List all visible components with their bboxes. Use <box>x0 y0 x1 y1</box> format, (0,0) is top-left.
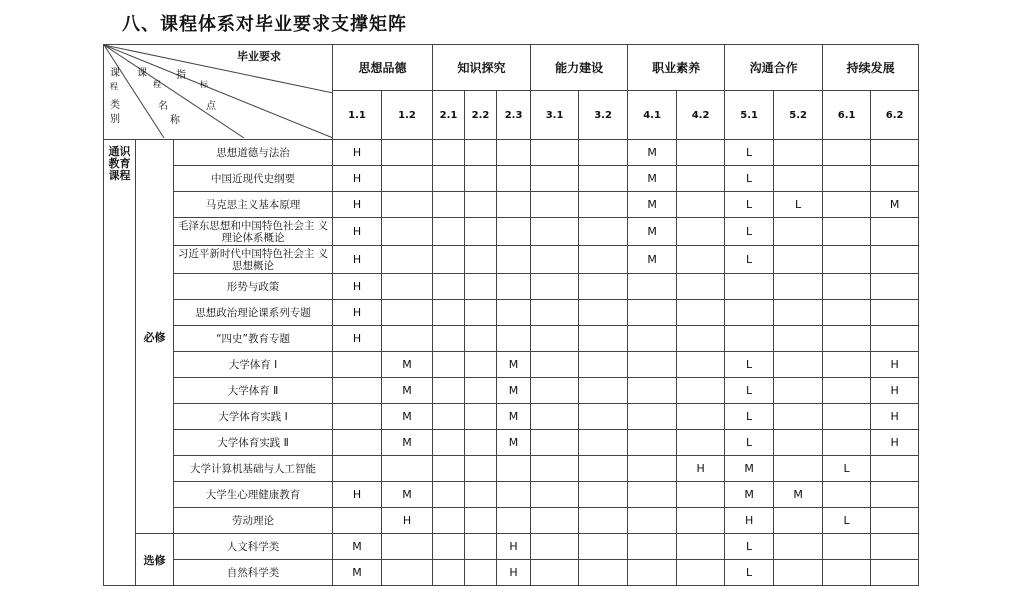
support-level-cell <box>628 482 677 508</box>
corner-label: 类 <box>110 100 120 111</box>
corner-label: 别 <box>110 114 120 125</box>
support-level-cell <box>579 352 628 378</box>
support-level-cell <box>531 300 579 326</box>
support-level-cell <box>497 166 531 192</box>
support-level-cell: L <box>725 140 774 166</box>
support-level-cell: L <box>725 192 774 218</box>
support-level-cell <box>628 508 677 534</box>
support-level-cell: M <box>628 166 677 192</box>
support-level-cell <box>871 534 919 560</box>
support-level-cell <box>579 274 628 300</box>
support-level-cell <box>433 404 465 430</box>
support-level-cell: M <box>382 430 433 456</box>
support-level-cell <box>871 456 919 482</box>
support-level-cell <box>774 456 823 482</box>
support-matrix-table <box>103 44 919 586</box>
support-level-cell <box>579 560 628 586</box>
support-level-cell <box>465 300 497 326</box>
indicator-header: 3.2 <box>579 91 628 140</box>
support-level-cell <box>433 140 465 166</box>
support-level-cell <box>871 218 919 246</box>
support-level-cell <box>677 192 725 218</box>
table-row <box>104 430 919 456</box>
support-level-cell: L <box>725 166 774 192</box>
support-level-cell <box>333 456 382 482</box>
support-level-cell: H <box>333 218 382 246</box>
support-level-cell <box>677 352 725 378</box>
support-level-cell <box>531 456 579 482</box>
support-level-cell <box>382 166 433 192</box>
support-level-cell: H <box>333 300 382 326</box>
support-level-cell: L <box>774 192 823 218</box>
requirement-group-header: 思想品德 <box>333 45 433 91</box>
support-level-cell <box>628 430 677 456</box>
support-level-cell <box>774 166 823 192</box>
support-level-cell <box>333 508 382 534</box>
support-level-cell: M <box>382 378 433 404</box>
support-level-cell <box>677 430 725 456</box>
support-level-cell <box>465 352 497 378</box>
support-level-cell <box>433 274 465 300</box>
support-level-cell: H <box>333 274 382 300</box>
support-level-cell <box>871 482 919 508</box>
support-level-cell <box>871 246 919 274</box>
support-level-cell <box>579 534 628 560</box>
support-level-cell <box>531 482 579 508</box>
support-level-cell <box>465 166 497 192</box>
support-level-cell <box>823 326 871 352</box>
support-level-cell <box>531 534 579 560</box>
support-level-cell: H <box>871 378 919 404</box>
corner-label: 点 <box>206 101 216 112</box>
support-level-cell <box>628 456 677 482</box>
corner-label: 指 <box>176 70 186 81</box>
support-level-cell <box>465 246 497 274</box>
support-level-cell <box>871 140 919 166</box>
support-level-cell <box>677 534 725 560</box>
support-level-cell <box>382 456 433 482</box>
support-level-cell <box>823 166 871 192</box>
support-level-cell <box>333 430 382 456</box>
support-level-cell: L <box>725 352 774 378</box>
elective-label-cell: 选修 <box>136 534 174 586</box>
support-level-cell <box>497 192 531 218</box>
support-level-cell <box>531 192 579 218</box>
support-level-cell <box>465 378 497 404</box>
support-level-cell: M <box>497 378 531 404</box>
support-level-cell <box>774 300 823 326</box>
support-level-cell <box>433 166 465 192</box>
support-level-cell <box>628 352 677 378</box>
course-name-cell: 中国近现代史纲要 <box>174 166 333 192</box>
support-level-cell <box>465 192 497 218</box>
support-level-cell: H <box>871 404 919 430</box>
support-level-cell <box>774 274 823 300</box>
support-level-cell <box>531 218 579 246</box>
support-level-cell: M <box>497 404 531 430</box>
support-level-cell <box>677 140 725 166</box>
support-level-cell <box>871 274 919 300</box>
support-level-cell: H <box>333 140 382 166</box>
support-level-cell <box>497 246 531 274</box>
table-row <box>104 192 919 218</box>
support-level-cell <box>871 560 919 586</box>
support-level-cell <box>677 560 725 586</box>
course-name-cell: 人文科学类 <box>174 534 333 560</box>
support-level-cell: M <box>497 430 531 456</box>
support-level-cell <box>465 218 497 246</box>
support-level-cell: L <box>725 246 774 274</box>
support-level-cell <box>382 274 433 300</box>
support-level-cell <box>497 482 531 508</box>
table-row <box>104 140 919 166</box>
support-level-cell <box>628 560 677 586</box>
support-level-cell <box>382 300 433 326</box>
support-level-cell <box>871 166 919 192</box>
table-row <box>104 326 919 352</box>
support-level-cell <box>823 534 871 560</box>
support-level-cell: H <box>333 482 382 508</box>
table-row <box>104 246 919 274</box>
support-level-cell <box>871 508 919 534</box>
support-level-cell <box>465 274 497 300</box>
support-level-cell <box>531 404 579 430</box>
required-label-cell: 必修 <box>136 140 174 534</box>
support-level-cell: L <box>725 378 774 404</box>
support-level-cell <box>433 430 465 456</box>
support-level-cell: H <box>871 430 919 456</box>
support-level-cell: M <box>725 482 774 508</box>
support-level-cell <box>725 274 774 300</box>
course-category-cell: 通识教育课程 <box>104 140 136 586</box>
support-level-cell <box>628 534 677 560</box>
requirement-group-header: 职业素养 <box>628 45 725 91</box>
support-level-cell: L <box>725 430 774 456</box>
support-level-cell <box>628 404 677 430</box>
support-level-cell: H <box>382 508 433 534</box>
support-level-cell <box>465 430 497 456</box>
support-level-cell <box>774 140 823 166</box>
support-level-cell: M <box>382 404 433 430</box>
indicator-header: 6.2 <box>871 91 919 140</box>
corner-label: 程 <box>153 80 161 89</box>
support-level-cell <box>677 378 725 404</box>
support-level-cell: H <box>333 166 382 192</box>
support-level-cell <box>382 218 433 246</box>
support-level-cell <box>823 404 871 430</box>
support-level-cell: H <box>871 352 919 378</box>
course-name-cell: 思想政治理论课系列专题 <box>174 300 333 326</box>
support-level-cell <box>579 508 628 534</box>
support-level-cell <box>465 508 497 534</box>
support-level-cell <box>433 456 465 482</box>
course-name-cell: 大学体育 Ⅰ <box>174 352 333 378</box>
support-level-cell <box>774 430 823 456</box>
support-level-cell: L <box>725 560 774 586</box>
support-level-cell <box>465 456 497 482</box>
support-level-cell <box>497 508 531 534</box>
indicator-header: 3.1 <box>531 91 579 140</box>
support-level-cell <box>465 326 497 352</box>
support-level-cell <box>677 218 725 246</box>
requirement-group-header: 知识探究 <box>433 45 531 91</box>
support-level-cell <box>823 430 871 456</box>
support-level-cell <box>531 378 579 404</box>
support-level-cell <box>628 378 677 404</box>
requirement-group-header: 能力建设 <box>531 45 628 91</box>
support-level-cell <box>774 404 823 430</box>
page-title: 八、课程体系对毕业要求支撑矩阵 <box>122 14 407 35</box>
support-level-cell <box>628 300 677 326</box>
course-name-cell: 形势与政策 <box>174 274 333 300</box>
indicator-header: 5.1 <box>725 91 774 140</box>
support-level-cell: M <box>628 140 677 166</box>
support-level-cell <box>433 560 465 586</box>
support-level-cell: H <box>497 560 531 586</box>
support-level-cell <box>497 456 531 482</box>
course-name-cell: 自然科学类 <box>174 560 333 586</box>
support-level-cell <box>823 246 871 274</box>
support-level-cell <box>677 300 725 326</box>
support-level-cell <box>677 166 725 192</box>
table-row <box>104 274 919 300</box>
support-level-cell <box>579 300 628 326</box>
support-level-cell <box>774 378 823 404</box>
support-level-cell <box>823 300 871 326</box>
support-level-cell: L <box>725 534 774 560</box>
indicator-header: 4.2 <box>677 91 725 140</box>
support-level-cell <box>579 456 628 482</box>
support-level-cell <box>382 140 433 166</box>
diagonal-header-cell <box>104 45 333 140</box>
support-level-cell <box>531 560 579 586</box>
support-level-cell <box>579 140 628 166</box>
indicator-header: 1.2 <box>382 91 433 140</box>
support-level-cell <box>677 246 725 274</box>
support-level-cell <box>531 246 579 274</box>
support-level-cell <box>677 482 725 508</box>
support-level-cell <box>579 218 628 246</box>
support-level-cell <box>579 404 628 430</box>
support-level-cell <box>433 218 465 246</box>
support-level-cell: M <box>725 456 774 482</box>
support-level-cell <box>677 326 725 352</box>
support-level-cell <box>433 534 465 560</box>
support-level-cell: M <box>774 482 823 508</box>
support-level-cell <box>628 326 677 352</box>
support-level-cell <box>497 300 531 326</box>
support-level-cell: L <box>823 456 871 482</box>
requirement-group-header: 持续发展 <box>823 45 919 91</box>
support-level-cell <box>497 274 531 300</box>
support-level-cell: H <box>725 508 774 534</box>
support-level-cell <box>823 192 871 218</box>
course-name-cell: 大学计算机基础与人工智能 <box>174 456 333 482</box>
indicator-header: 4.1 <box>628 91 677 140</box>
support-level-cell <box>579 430 628 456</box>
support-level-cell <box>531 140 579 166</box>
support-level-cell <box>382 192 433 218</box>
course-name-cell: 思想道德与法治 <box>174 140 333 166</box>
course-name-cell: 大学体育实践 Ⅱ <box>174 430 333 456</box>
support-level-cell <box>725 300 774 326</box>
support-level-cell: M <box>628 192 677 218</box>
table-row <box>104 560 919 586</box>
corner-label: 课 <box>137 68 147 79</box>
corner-label: 标 <box>200 80 208 89</box>
support-level-cell: H <box>677 456 725 482</box>
support-level-cell <box>823 274 871 300</box>
support-level-cell <box>531 430 579 456</box>
support-level-cell <box>531 508 579 534</box>
course-name-cell: 大学体育实践 Ⅰ <box>174 404 333 430</box>
support-level-cell <box>579 326 628 352</box>
corner-label: 课 <box>110 68 120 79</box>
table-row <box>104 166 919 192</box>
support-level-cell <box>871 300 919 326</box>
table-row <box>104 456 919 482</box>
support-level-cell: M <box>497 352 531 378</box>
support-level-cell <box>497 140 531 166</box>
requirement-group-header: 沟通合作 <box>725 45 823 91</box>
corner-label: 程 <box>110 82 118 91</box>
support-level-cell: M <box>333 534 382 560</box>
course-name-cell: 大学体育 Ⅱ <box>174 378 333 404</box>
support-level-cell <box>433 192 465 218</box>
support-level-cell: H <box>333 326 382 352</box>
support-level-cell <box>823 218 871 246</box>
support-level-cell <box>433 352 465 378</box>
support-level-cell <box>774 534 823 560</box>
support-level-cell <box>382 246 433 274</box>
table-row <box>104 218 919 246</box>
support-level-cell: H <box>497 534 531 560</box>
support-level-cell <box>465 560 497 586</box>
indicator-header: 1.1 <box>333 91 382 140</box>
support-level-cell <box>774 326 823 352</box>
support-level-cell: M <box>333 560 382 586</box>
support-level-cell: M <box>382 482 433 508</box>
support-level-cell <box>579 482 628 508</box>
support-level-cell <box>823 352 871 378</box>
support-level-cell <box>823 482 871 508</box>
indicator-header: 2.2 <box>465 91 497 140</box>
support-level-cell <box>531 352 579 378</box>
support-level-cell <box>465 404 497 430</box>
support-level-cell: H <box>333 246 382 274</box>
support-level-cell <box>725 326 774 352</box>
support-level-cell <box>677 274 725 300</box>
support-level-cell <box>382 326 433 352</box>
corner-label-graduation: 毕业要求 <box>237 50 281 63</box>
support-level-cell <box>774 560 823 586</box>
course-name-cell: “四史”教育专题 <box>174 326 333 352</box>
support-level-cell <box>677 404 725 430</box>
support-level-cell <box>531 326 579 352</box>
support-level-cell <box>774 352 823 378</box>
support-level-cell <box>465 534 497 560</box>
support-level-cell <box>774 508 823 534</box>
support-level-cell <box>433 300 465 326</box>
support-level-cell <box>823 140 871 166</box>
support-level-cell <box>433 246 465 274</box>
indicator-header: 6.1 <box>823 91 871 140</box>
table-row <box>104 378 919 404</box>
support-level-cell <box>774 246 823 274</box>
support-level-cell <box>333 404 382 430</box>
support-level-cell <box>433 326 465 352</box>
table-row <box>104 404 919 430</box>
support-level-cell <box>433 482 465 508</box>
support-level-cell <box>497 326 531 352</box>
support-level-cell <box>465 140 497 166</box>
support-level-cell <box>497 218 531 246</box>
support-level-cell <box>465 482 497 508</box>
table-row <box>104 482 919 508</box>
support-level-cell: H <box>333 192 382 218</box>
indicator-header: 5.2 <box>774 91 823 140</box>
table-row <box>104 508 919 534</box>
support-level-cell <box>382 560 433 586</box>
support-level-cell <box>774 218 823 246</box>
course-name-cell: 劳动理论 <box>174 508 333 534</box>
support-level-cell: L <box>725 218 774 246</box>
corner-label: 名 <box>158 101 168 112</box>
course-name-cell: 习近平新时代中国特色社会主 义思想概论 <box>174 246 333 274</box>
support-level-cell <box>531 166 579 192</box>
support-level-cell <box>382 534 433 560</box>
indicator-header: 2.3 <box>497 91 531 140</box>
course-name-cell: 大学生心理健康教育 <box>174 482 333 508</box>
support-level-cell <box>871 326 919 352</box>
support-level-cell <box>433 508 465 534</box>
support-level-cell <box>333 352 382 378</box>
support-level-cell <box>677 508 725 534</box>
support-level-cell: M <box>382 352 433 378</box>
table-row <box>104 352 919 378</box>
support-level-cell <box>628 274 677 300</box>
support-level-cell <box>579 246 628 274</box>
support-level-cell <box>579 192 628 218</box>
support-level-cell: M <box>628 246 677 274</box>
support-level-cell: M <box>871 192 919 218</box>
support-level-cell <box>823 560 871 586</box>
support-level-cell <box>333 378 382 404</box>
support-level-cell <box>579 378 628 404</box>
support-level-cell <box>823 378 871 404</box>
course-name-cell: 毛泽东思想和中国特色社会主 义理论体系概论 <box>174 218 333 246</box>
support-level-cell <box>579 166 628 192</box>
corner-label: 称 <box>170 115 180 126</box>
course-name-cell: 马克思主义基本原理 <box>174 192 333 218</box>
diagonal-lines <box>104 45 333 138</box>
support-level-cell <box>433 378 465 404</box>
table-row <box>104 300 919 326</box>
support-level-cell: L <box>823 508 871 534</box>
support-level-cell <box>531 274 579 300</box>
table-row <box>104 534 919 560</box>
support-level-cell: M <box>628 218 677 246</box>
indicator-header: 2.1 <box>433 91 465 140</box>
support-level-cell: L <box>725 404 774 430</box>
